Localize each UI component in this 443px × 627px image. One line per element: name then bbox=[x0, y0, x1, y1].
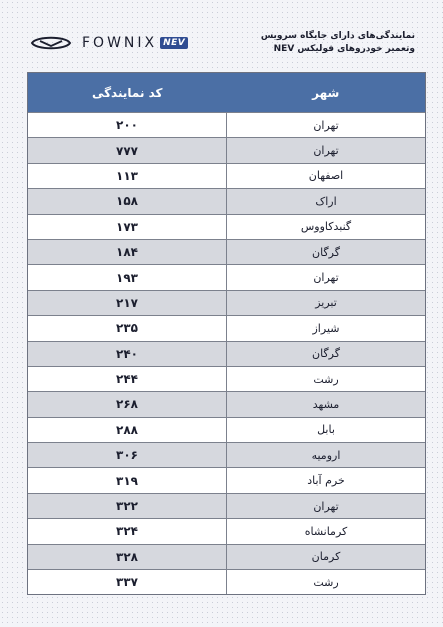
dealer-code-cell: ۲۶۸ bbox=[28, 392, 227, 417]
brand-name: FOWNIX bbox=[82, 35, 158, 51]
city-cell: کرمانشاه bbox=[227, 519, 426, 544]
city-cell: اصفهان bbox=[227, 163, 426, 188]
dealer-code-cell: ۳۳۷ bbox=[28, 570, 227, 595]
nev-badge: NEV bbox=[160, 37, 188, 49]
fownix-logo bbox=[28, 34, 188, 52]
table-row bbox=[28, 163, 425, 188]
page-title-line-2: وتعمیر خودروهای فولیکس NEV bbox=[273, 44, 415, 54]
dealer-code-cell: ۳۲۴ bbox=[28, 519, 227, 544]
city-cell: تهران bbox=[227, 113, 426, 138]
table-row bbox=[28, 113, 425, 138]
dealer-code-cell: ۱۹۳ bbox=[28, 265, 227, 290]
table-row bbox=[28, 239, 425, 264]
city-cell: گنبدکاووس bbox=[227, 214, 426, 239]
dealer-code-cell: ۱۷۳ bbox=[28, 214, 227, 239]
dealer-code-cell: ۱۸۴ bbox=[28, 239, 227, 264]
dealer-code-cell: ۳۲۲ bbox=[28, 493, 227, 518]
column-header-code: کد نمایندگی bbox=[28, 73, 227, 113]
city-cell: کرمان bbox=[227, 544, 426, 569]
dealer-code-cell: ۲۴۴ bbox=[28, 366, 227, 391]
table-row bbox=[28, 519, 425, 544]
table-row bbox=[28, 366, 425, 391]
page-title-line-1: نمایندگی‌های دارای جایگاه سرویس bbox=[260, 31, 415, 41]
dealer-code-cell: ۲۳۵ bbox=[28, 316, 227, 341]
table-row bbox=[28, 417, 425, 442]
dealer-code-cell: ۱۵۸ bbox=[28, 189, 227, 214]
city-cell: خرم آباد bbox=[227, 468, 426, 493]
city-cell: گرگان bbox=[227, 239, 426, 264]
table-row bbox=[28, 265, 425, 290]
dealer-code-cell: ۱۱۳ bbox=[28, 163, 227, 188]
page-title bbox=[225, 30, 415, 56]
table-body bbox=[28, 113, 425, 595]
table-row bbox=[28, 138, 425, 163]
table-row bbox=[28, 493, 425, 518]
dealer-code-cell: ۳۲۸ bbox=[28, 544, 227, 569]
table-row bbox=[28, 544, 425, 569]
city-cell: تبریز bbox=[227, 290, 426, 315]
dealer-code-cell: ۲۴۰ bbox=[28, 341, 227, 366]
dealer-code-cell: ۲۰۰ bbox=[28, 113, 227, 138]
page-header bbox=[0, 0, 443, 68]
table-row bbox=[28, 468, 425, 493]
city-cell: تهران bbox=[227, 138, 426, 163]
table-row bbox=[28, 341, 425, 366]
dealer-code-cell: ۳۱۹ bbox=[28, 468, 227, 493]
dealer-code-cell: ۲۸۸ bbox=[28, 417, 227, 442]
table-row bbox=[28, 189, 425, 214]
dealer-code-cell: ۷۷۷ bbox=[28, 138, 227, 163]
city-cell: بابل bbox=[227, 417, 426, 442]
city-cell: مشهد bbox=[227, 392, 426, 417]
city-cell: رشت bbox=[227, 570, 426, 595]
table-row bbox=[28, 214, 425, 239]
fownix-emblem-icon bbox=[28, 34, 74, 52]
city-cell: اراک bbox=[227, 189, 426, 214]
dealers-table bbox=[27, 72, 426, 595]
city-cell: ارومیه bbox=[227, 443, 426, 468]
city-cell: گرگان bbox=[227, 341, 426, 366]
dealer-code-cell: ۲۱۷ bbox=[28, 290, 227, 315]
city-cell: تهران bbox=[227, 493, 426, 518]
city-cell: رشت bbox=[227, 366, 426, 391]
table-header-row bbox=[28, 73, 425, 113]
table-row bbox=[28, 316, 425, 341]
city-cell: شیراز bbox=[227, 316, 426, 341]
table-row bbox=[28, 392, 425, 417]
table-row bbox=[28, 443, 425, 468]
dealer-code-cell: ۳۰۶ bbox=[28, 443, 227, 468]
table-row bbox=[28, 290, 425, 315]
table-row bbox=[28, 570, 425, 595]
column-header-city: شهر bbox=[227, 73, 426, 113]
city-cell: تهران bbox=[227, 265, 426, 290]
